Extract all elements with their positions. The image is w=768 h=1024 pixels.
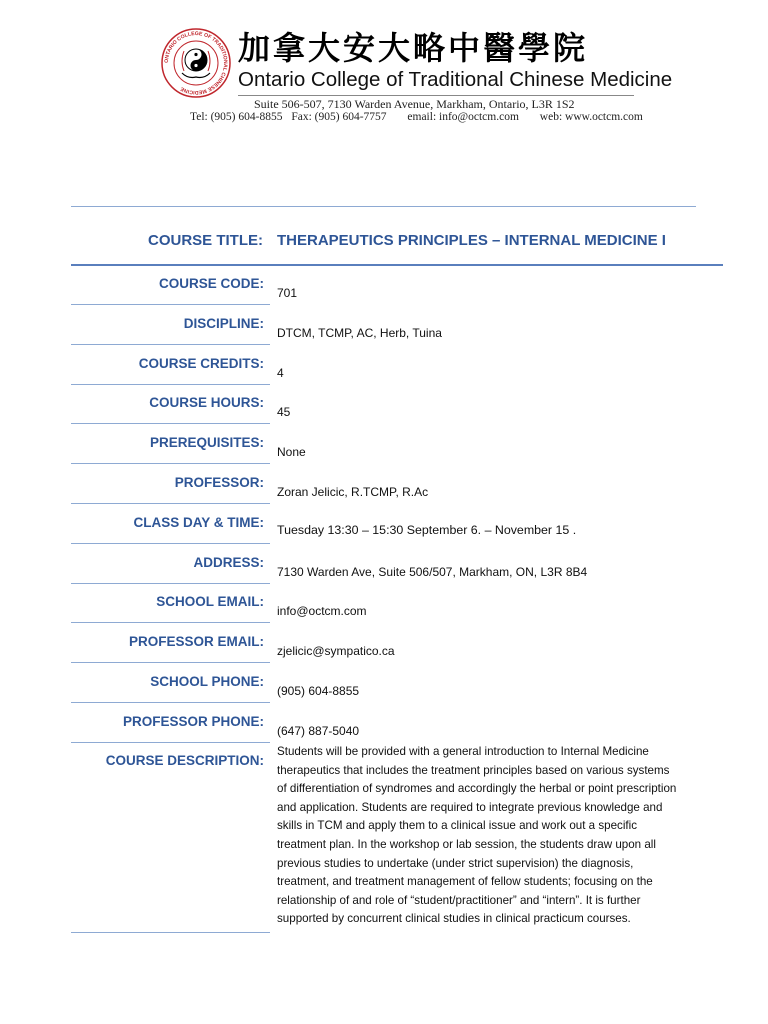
description-line: previous studies to undertake (under strict supervision) the diagnosis, [277,856,634,870]
field-value: (905) 604-8855 [277,684,360,698]
college-seal-logo [160,27,232,99]
college-web: web: www.octcm.com [539,111,643,123]
field-value: 701 [277,286,298,300]
row-divider [71,742,270,743]
course-info-row [0,265,768,305]
course-info-row [0,305,768,345]
form-top-divider [71,206,696,207]
college-chinese-name: 加拿大安大略中醫學院 [238,29,589,67]
college-name: Ontario College of Traditional Chinese Medicine [238,68,673,91]
field-value: (647) 887-5040 [277,723,360,738]
college-fax: Fax: (905) 604-7757 [291,111,387,123]
field-label: PROFESSOR: [174,475,264,490]
description-line: Students will be provided with a general introduction to Internal Medicine [277,745,649,758]
field-label: COURSE HOURS: [149,395,264,411]
college-email: email: info@octcm.com [407,111,519,123]
field-label: CLASS DAY & TIME: [133,514,264,530]
course-title-row [71,232,723,264]
course-description-label: COURSE DESCRIPTION: [105,753,264,768]
field-label: COURSE CREDITS: [138,355,264,371]
field-label: DISCIPLINE: [183,315,264,331]
field-label: PROFESSOR PHONE: [122,713,264,729]
course-title-value: THERAPEUTICS PRINCIPLES – INTERNAL MEDICINE I [277,232,666,249]
field-value: None [277,445,306,460]
course-description-text [277,743,722,929]
field-value: Tuesday 13:30 – 15:30 September 6. – November 15 . [277,522,577,537]
field-value: Zoran Jelicic, R.TCMP, R.Ac [277,485,429,499]
course-info-row [0,384,768,424]
yin-yang-icon [185,49,207,71]
description-line: supported by concurrent clinical studies in clinical practicum courses. [277,912,631,926]
description-line: relationship of and role of “student/practitioner” and “intern”. It is further [277,893,641,907]
field-value: DTCM, TCMP, AC, Herb, Tuina [277,325,442,340]
field-value: zjelicic@sympatico.ca [277,644,395,659]
field-label: ADDRESS: [193,554,264,570]
course-info-row [0,464,768,504]
field-label: PROFESSOR EMAIL: [128,634,264,650]
form-bottom-divider [71,932,270,933]
field-label: SCHOOL PHONE: [150,674,264,689]
course-info-row [0,345,768,385]
description-line: treatment, and treatment management of fellow students; focusing on the [277,875,653,889]
field-value: 45 [277,405,291,420]
description-line: skills in TCM and apply them to a clinical issue and work out a specific [277,819,637,833]
description-line: of differentiation of syndromes and accordingly the herbal or point prescription [277,782,677,796]
field-value: 7130 Warden Ave, Suite 506/507, Markham, ON, L3R 8B4 [277,564,588,579]
college-contact-line [190,111,649,123]
course-info-row [0,504,768,544]
course-info-row [0,544,768,584]
seal-ring-text: ONTARIO COLLEGE OF TRADITIONAL CHINESE MEDICINE [163,30,229,96]
course-info-row [0,703,768,743]
field-label: COURSE CODE: [158,276,264,291]
letterhead-divider [238,95,634,96]
field-label: SCHOOL EMAIL: [156,594,264,610]
course-info-row [0,583,768,623]
field-value: 4 [277,365,284,380]
description-line: therapeutics that includes the treatment principles based on various systems [277,763,670,777]
course-info-row [0,424,768,464]
description-line: and application. Students are required to integrate previous knowledge and [277,800,663,814]
description-line: treatment plan. In the workshop or lab session, the students draw upon all [277,837,656,851]
field-label: PREREQUISITES: [149,435,264,451]
college-address: Suite 506-507, 7130 Warden Avenue, Markham, Ontario, L3R 1S2 [254,97,575,111]
college-tel: Tel: (905) 604-8855 [190,111,283,123]
course-title-label: COURSE TITLE: [148,232,263,249]
course-info-row [0,623,768,663]
course-info-row [0,663,768,703]
field-value: info@octcm.com [277,604,367,619]
